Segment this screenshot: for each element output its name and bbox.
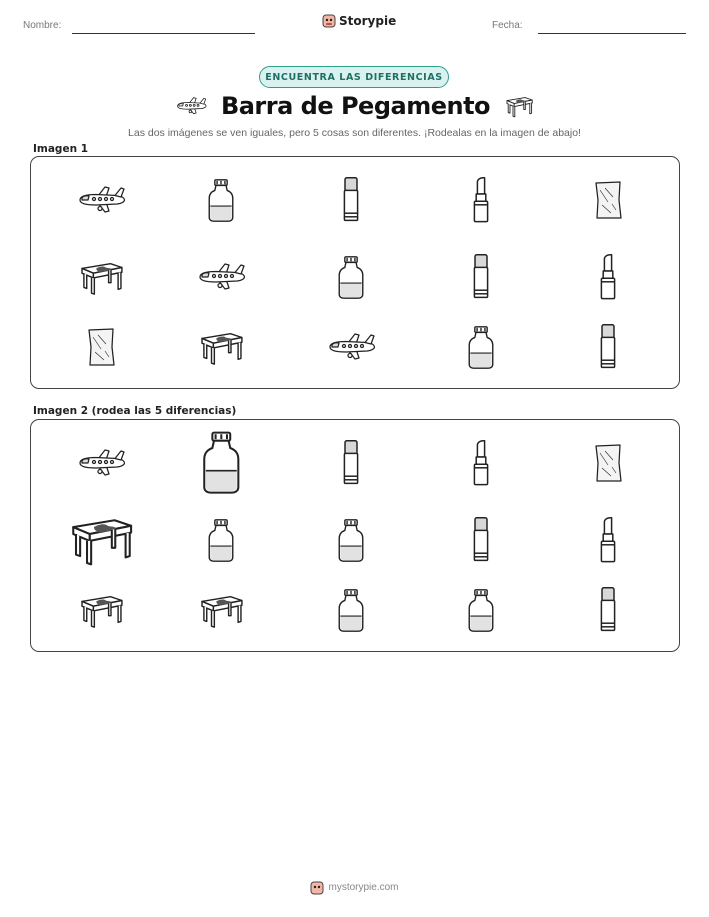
brand-name: Storypie	[339, 13, 397, 28]
instructions: Las dos imágenes se ven iguales, pero 5 cosas son diferentes. ¡Rodealas en la imagen de abajo!	[128, 127, 581, 139]
mascot-icon	[310, 880, 324, 895]
bottle-icon[interactable]	[467, 588, 495, 633]
glue-stick-icon	[342, 176, 360, 224]
bottle-icon	[337, 255, 365, 300]
image1-panel	[30, 156, 680, 389]
lipstick-icon	[472, 176, 490, 224]
footer	[0, 880, 709, 895]
lipstick-icon[interactable]	[599, 516, 617, 564]
glue-stick-icon[interactable]	[472, 516, 490, 564]
table-icon	[504, 94, 534, 118]
glue-stick-icon	[599, 323, 617, 371]
airplane-icon	[196, 261, 246, 293]
image2-label: Imagen 2 (rodea las 5 diferencias)	[33, 405, 237, 417]
bottle-icon[interactable]	[207, 518, 235, 563]
image1-label: Imagen 1	[33, 143, 89, 155]
brand-logo	[322, 13, 396, 28]
activity-badge: ENCUENTRA LAS DIFERENCIAS	[259, 66, 449, 88]
airplane-icon	[326, 331, 376, 363]
bottle-icon[interactable]	[337, 518, 365, 563]
date-field[interactable]	[538, 33, 686, 34]
airplane-icon	[76, 184, 126, 216]
bottle-icon[interactable]	[201, 430, 242, 495]
page-title: Barra de Pegamento	[220, 92, 491, 120]
glue-stick-icon	[472, 253, 490, 301]
table-icon[interactable]	[77, 591, 125, 629]
table-icon	[197, 328, 245, 366]
footer-site[interactable]: mystorypie.com	[328, 882, 399, 893]
title-row	[0, 92, 709, 120]
name-field[interactable]	[72, 33, 255, 34]
bottle-icon[interactable]	[337, 588, 365, 633]
lipstick-icon[interactable]	[472, 439, 490, 487]
mascot-icon	[322, 13, 336, 28]
table-icon	[77, 258, 125, 296]
bottle-icon	[467, 325, 495, 370]
bag-icon[interactable]	[593, 440, 623, 486]
name-label: Nombre:	[23, 20, 62, 31]
airplane-icon	[175, 95, 207, 117]
table-icon[interactable]	[197, 591, 245, 629]
bag-icon	[593, 177, 623, 223]
airplane-icon[interactable]	[76, 447, 126, 479]
lipstick-icon	[599, 253, 617, 301]
glue-stick-icon[interactable]	[599, 586, 617, 634]
date-label: Fecha:	[492, 20, 523, 31]
table-icon[interactable]	[66, 512, 136, 567]
bottle-icon	[207, 178, 235, 223]
image2-panel[interactable]	[30, 419, 680, 652]
bag-icon	[86, 324, 116, 370]
glue-stick-icon[interactable]	[342, 439, 360, 487]
